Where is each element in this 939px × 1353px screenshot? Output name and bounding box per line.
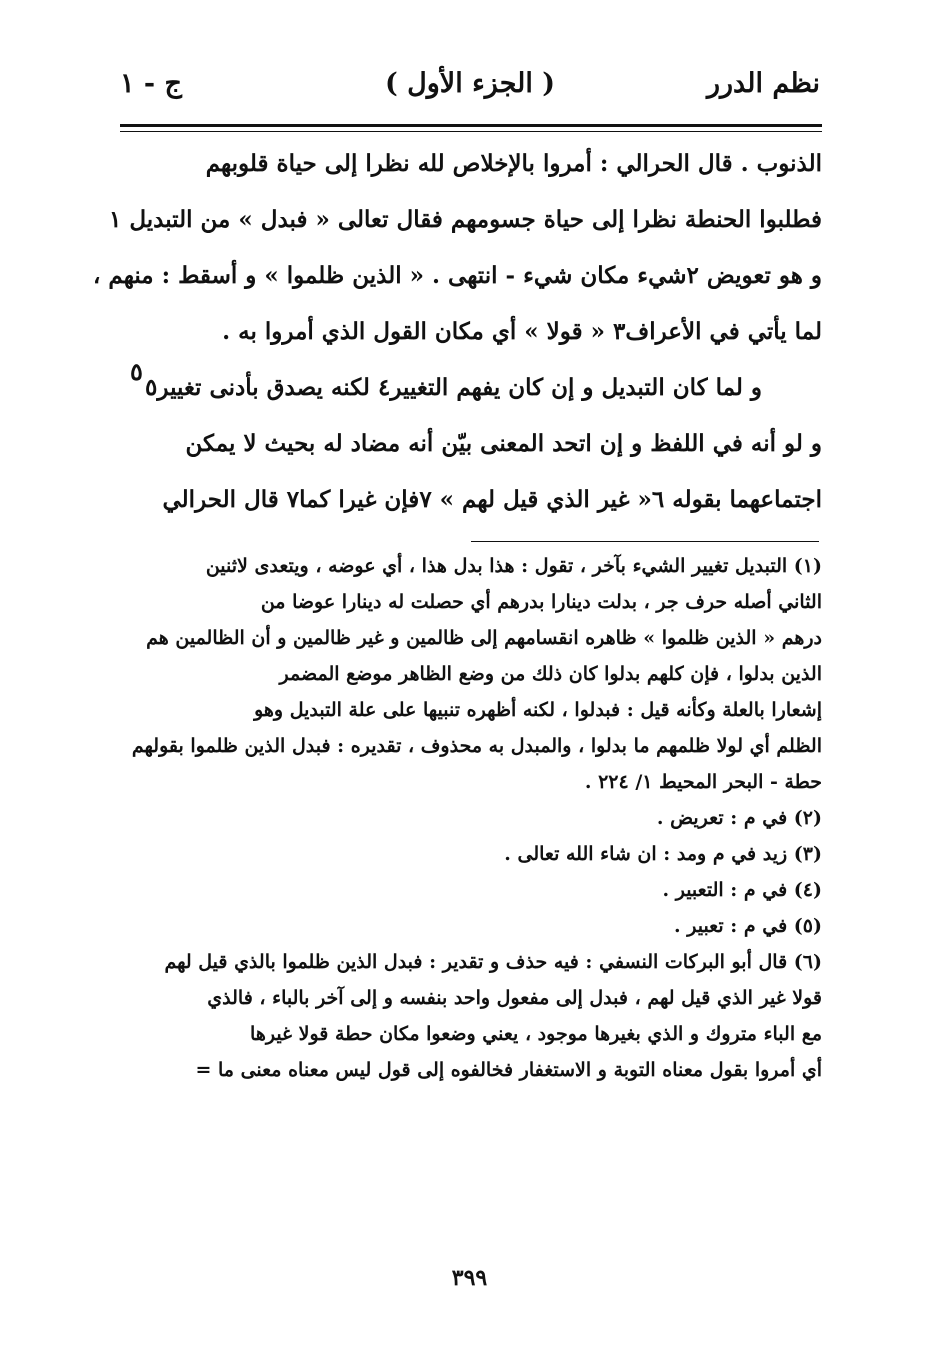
page-number: ٣٩٩ <box>451 1265 488 1291</box>
main-text <box>93 138 822 530</box>
running-header <box>120 68 820 118</box>
footnote-4: (٤) في م : التعبير . <box>662 879 822 901</box>
margin-line-number: ٥ <box>130 357 143 386</box>
footnote-line: الذين بدلوا ، فإن كلهم بدلوا كان ذلك من وضع الظاهر موضع المضمر <box>279 663 822 685</box>
footnote-separator <box>471 541 819 542</box>
main-text-line: و هو تعويض ٢شيء مكان شيء - انتهى . « الذين ظلموا » و أسقط : منهم ، <box>93 262 822 289</box>
part-label: ( الجزء الأول ) <box>384 68 556 99</box>
main-text-line: الذنوب . قال الحرالي : أمروا بالإخلاص لله نظرا إلى حياة قلوبهم <box>205 150 822 177</box>
footnote-line: (٦) قال أبو البركات النسفي : فيه حذف و تقدير : فبدل الذين ظلموا بالذي قيل لهم <box>164 951 822 973</box>
volume-label: ج - ١ <box>120 68 182 99</box>
main-text-line: لما يأتي في الأعراف٣ « قولا » أي مكان القول الذي أمروا به . <box>222 318 822 345</box>
main-text-line: فطلبوا الحنطة نظرا إلى حياة جسومهم فقال تعالى « فبدل » من التبديل ١ <box>108 206 822 233</box>
footnote-line: الثاني أصله حرف جر ، بدلت دينارا بدرهم أي حصلت له دينارا عوضا من <box>260 591 822 613</box>
main-text-line: اجتماعهما بقوله ٦« غير الذي قيل لهم » ٧فإن غيرا كما٧ قال الحرالي <box>162 486 822 513</box>
header-rule-thin <box>120 131 822 132</box>
header-rule-thick <box>120 124 822 127</box>
main-text-line: و لو أنه في اللفظ و إن اتحد المعنى بيّن أنه مضاد له بحيث لا يمكن <box>185 430 822 457</box>
main-text-line: و لما كان التبديل و إن كان يفهم التغيير٤ لكنه يصدق بأدنى تغيير٥ <box>145 374 762 401</box>
footnote-3: (٣) زيد في م ومد : ان شاء الله تعالى . <box>504 843 822 865</box>
footnote-line: حطة - البحر المحيط ١/ ٢٢٤ . <box>584 771 822 793</box>
footnote-line: (١) التبديل تغيير الشيء بآخر ، تقول : هذا بدل هذا ، أي عوضه ، ويتعدى لاثنين <box>205 555 822 577</box>
footnote-line: الظلم أي لولا ظلمهم ما بدلوا ، والمبدل به محذوف ، تقديره : فبدل الذين ظلموا بقولهم <box>131 735 822 757</box>
footnote-line: قولا غير الذي قيل لهم ، فبدل إلى مفعول واحد بنفسه و إلى آخر بالباء ، فالذي <box>207 987 822 1009</box>
footnote-line: أي أمروا بقول معناه التوبة و الاستغفار فخالفوه إلى قول ليس معناه معنى ما = <box>195 1059 822 1081</box>
footnote-line: درهم « الذين ظلموا » ظاهره انقسامهم إلى ظالمين و غير ظالمين و أن الظالمين هم <box>146 627 822 649</box>
footnote-line: مع الباء متروك و الذي بغيرها موجود ، يعني وضعوا مكان حطة قولا غيرها <box>250 1023 822 1045</box>
footnotes <box>120 548 822 1088</box>
footnote-2: (٢) في م : تعريض . <box>656 807 822 829</box>
footnote-line: إشعارا بالعلة وكأنه قيل : فبدلوا ، لكنه أظهره تنبيها على علة التبديل وهو <box>254 699 822 721</box>
footnote-5: (٥) في م : تعبير . <box>674 915 822 937</box>
book-title: نظم الدرر <box>706 68 820 99</box>
